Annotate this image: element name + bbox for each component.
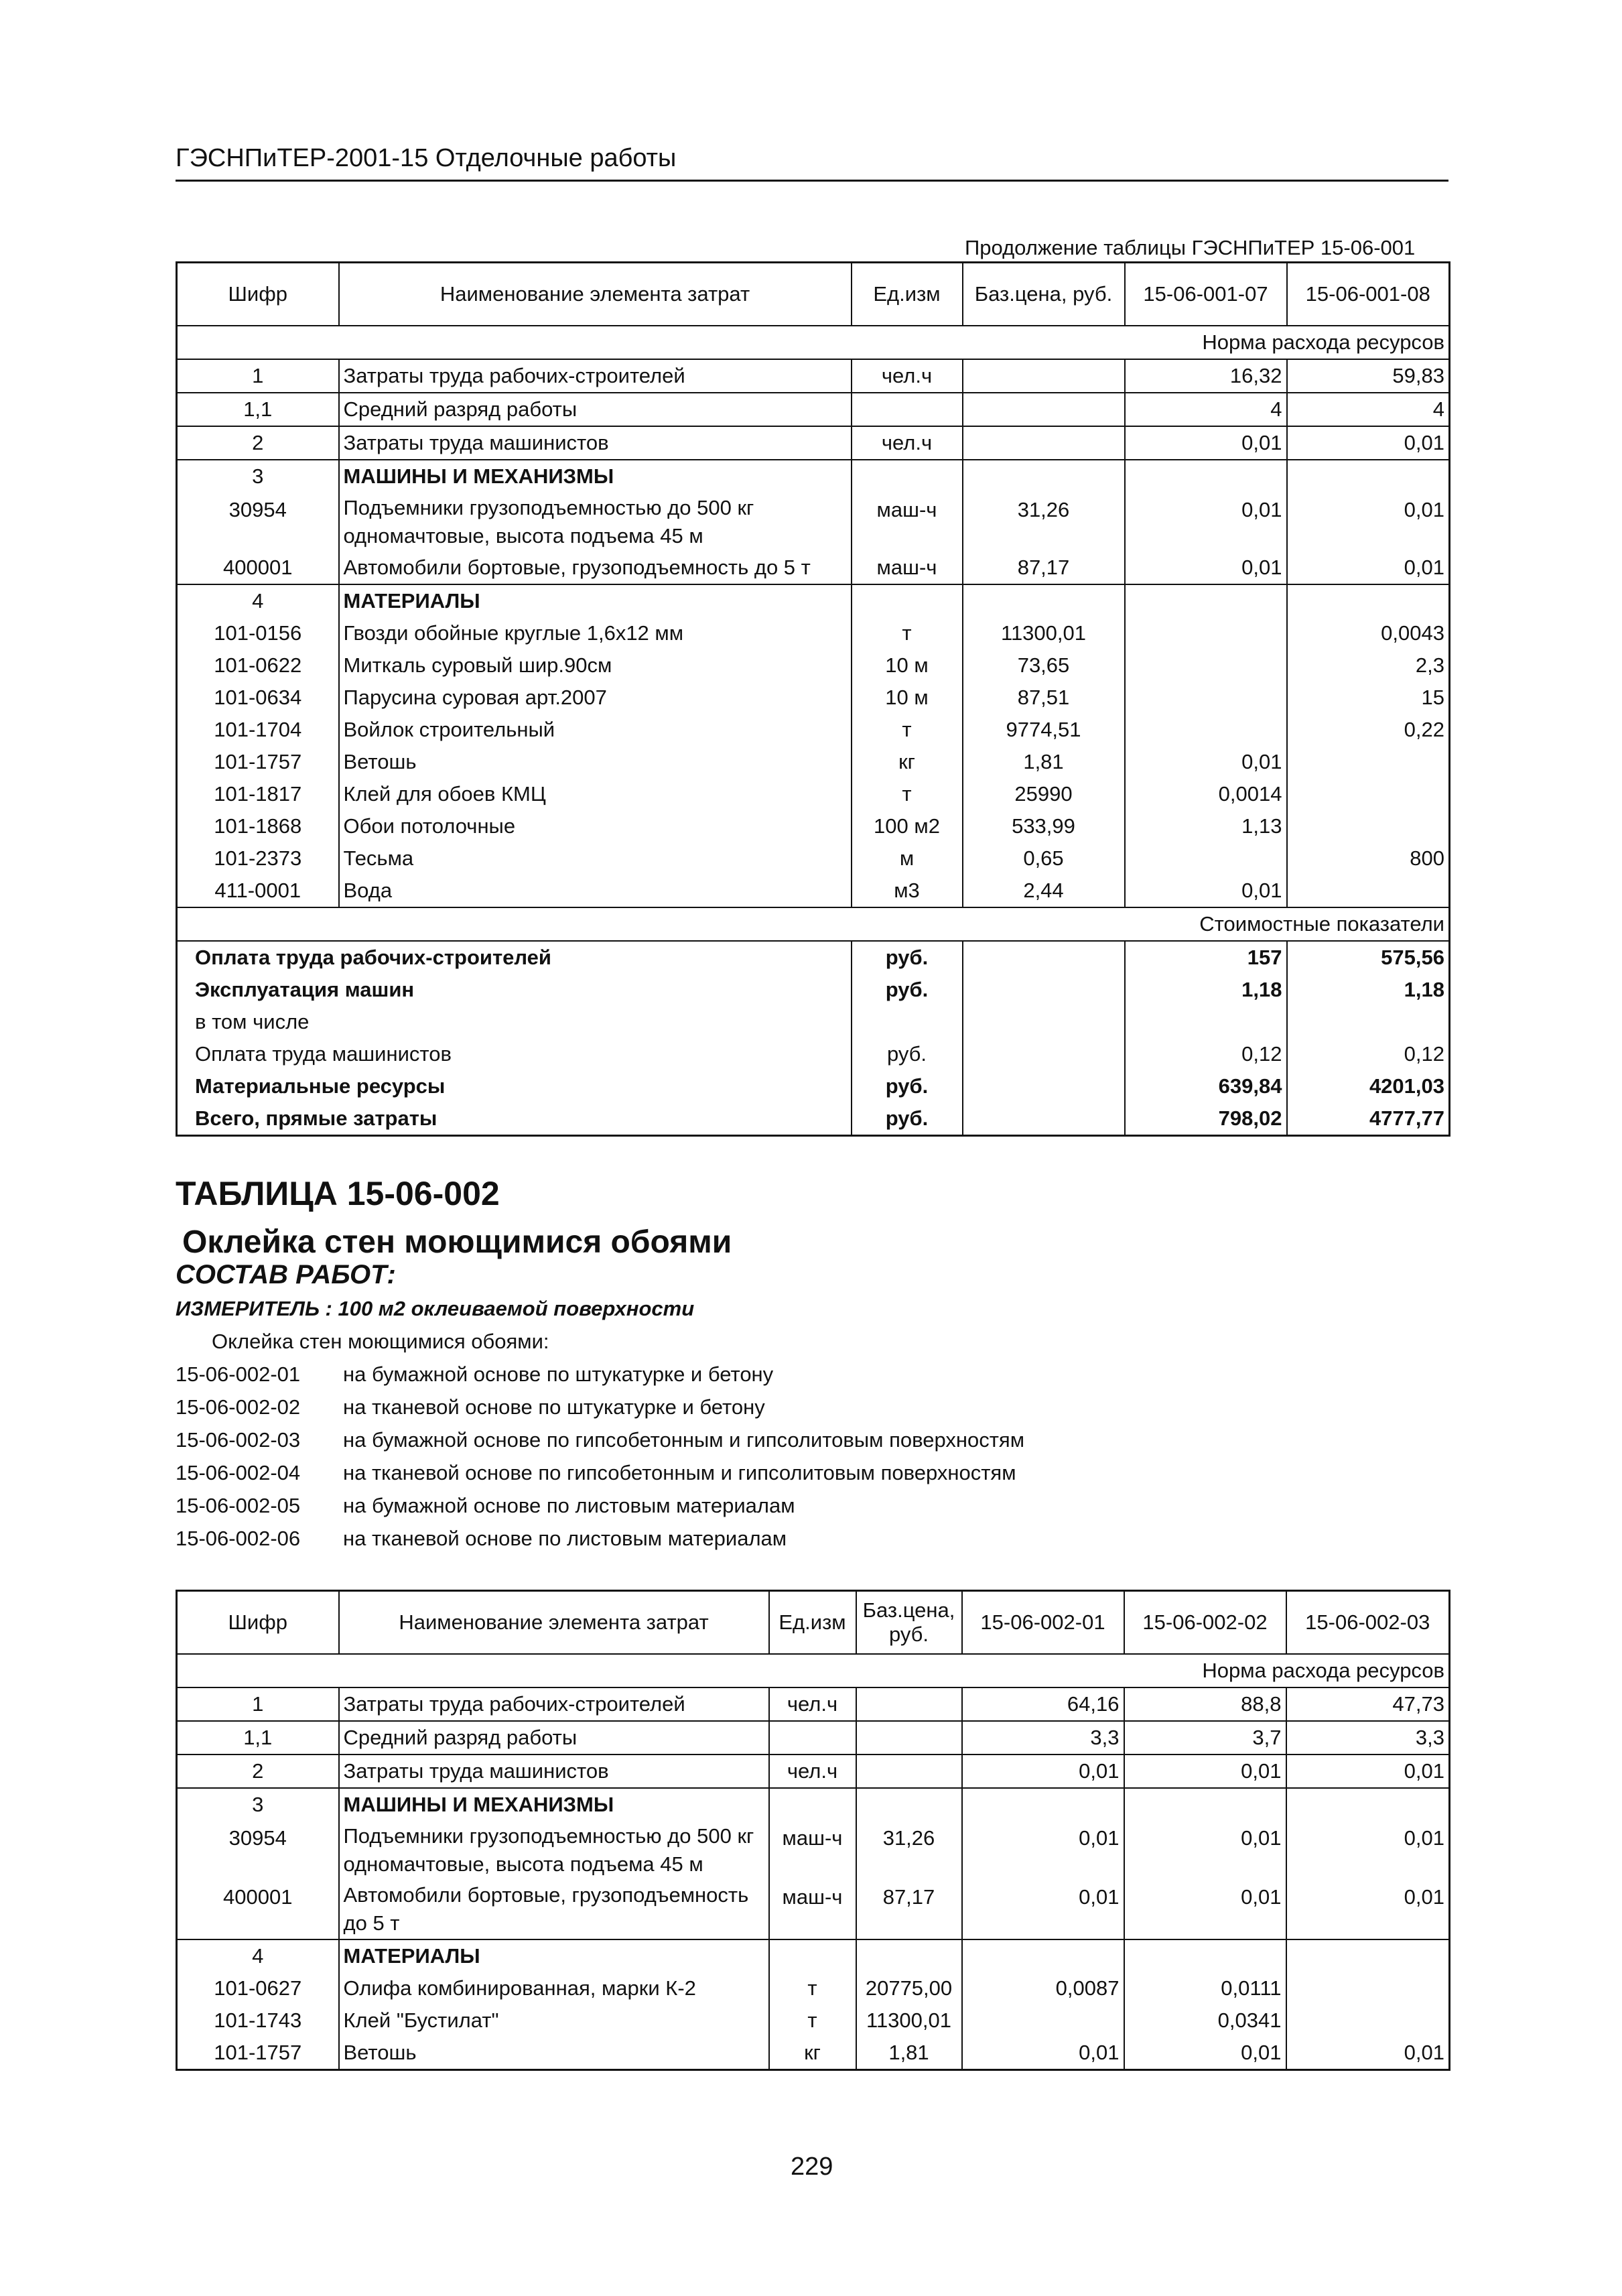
cell-price: 87,17 xyxy=(856,1880,962,1939)
cell-code: 101-1743 xyxy=(177,2004,339,2037)
cell-value: 0,0341 xyxy=(1124,2004,1286,2037)
cell-value: 0,01 xyxy=(1125,552,1287,584)
col-header: Наименование элемента затрат xyxy=(339,263,852,326)
norm-row xyxy=(177,326,1450,359)
cell-price xyxy=(963,460,1125,493)
cost-unit: руб. xyxy=(852,1038,963,1070)
running-header: ГЭСНПиТЕР-2001-15 Отделочные работы xyxy=(176,144,677,172)
cell-value xyxy=(1287,778,1450,810)
cost-value xyxy=(1125,1006,1287,1038)
cost-row xyxy=(177,1038,1450,1070)
cost-header-row xyxy=(177,907,1450,941)
cell-name: Клей "Бустилат" xyxy=(339,2004,769,2037)
cell-name: Клей для обоев КМЦ xyxy=(339,778,852,810)
table-row xyxy=(177,552,1450,584)
table1-caption: Продолжение таблицы ГЭСНПиТЕР 15-06-001 xyxy=(965,236,1416,259)
cell-value: 2,3 xyxy=(1415,653,1444,677)
measure-unit: ИЗМЕРИТЕЛЬ : 100 м2 оклеиваемой поверхности xyxy=(176,1297,695,1320)
cell-value xyxy=(1286,2004,1450,2037)
cell-value xyxy=(1287,810,1450,842)
cell-name: Средний разряд работы xyxy=(339,393,852,426)
cell-name: Затраты труда машинистов xyxy=(339,426,852,460)
cell-value xyxy=(1286,1972,1450,2004)
col-header: Наименование элемента затрат xyxy=(339,1591,769,1655)
cell-unit: т xyxy=(852,714,963,746)
cell-value: 0,01 xyxy=(1125,746,1287,778)
table-row xyxy=(177,875,1450,907)
cell-value xyxy=(962,2004,1124,2037)
cell-value: 0,01 xyxy=(962,1880,1124,1939)
table1 xyxy=(176,261,1450,1137)
cost-unit: руб. xyxy=(852,974,963,1006)
table-row xyxy=(177,714,1450,746)
cell-value: 0,01 xyxy=(1404,1826,1444,1850)
col-header: Ед.изм xyxy=(769,1591,856,1655)
cell-code: 3 xyxy=(177,460,339,493)
cell-price: 87,17 xyxy=(963,552,1125,584)
col-header: 15-06-002-02 xyxy=(1124,1591,1286,1655)
cell-name: Автомобили бортовые, грузоподъемность до 5 т xyxy=(339,1880,769,1939)
cell-unit: кг xyxy=(852,746,963,778)
cell-code: 101-1704 xyxy=(177,714,339,746)
cell-name: Войлок строительный xyxy=(339,714,852,746)
cost-empty xyxy=(963,1006,1125,1038)
cell-value: 0,0043 xyxy=(1381,621,1444,645)
cell-price: 0,65 xyxy=(963,842,1125,875)
cell-code: 30954 xyxy=(177,1821,339,1880)
cost-value: 639,84 xyxy=(1125,1070,1287,1102)
cell-unit xyxy=(852,460,963,493)
cell-value: 0,01 xyxy=(1287,426,1450,460)
cell-value: 0,01 xyxy=(962,1821,1124,1880)
cell-value: 0,0014 xyxy=(1125,778,1287,810)
col-header: Баз.цена, руб. xyxy=(963,263,1125,326)
cell-unit: т xyxy=(852,778,963,810)
cell-price xyxy=(963,359,1125,393)
cell-name: Подъемники грузоподъемностью до 500 кг одномачтовые, высота подъема 45 м xyxy=(339,1821,769,1880)
table-row xyxy=(177,2037,1450,2070)
cell-value: 0,01 xyxy=(1124,1755,1286,1788)
cell-unit: т xyxy=(852,617,963,649)
table-row xyxy=(177,426,1450,460)
cell-price: 1,81 xyxy=(856,2037,962,2070)
cell-value: 3,3 xyxy=(962,1721,1124,1755)
cell-value: 0,01 xyxy=(962,1755,1124,1788)
col-header: 15-06-001-08 xyxy=(1287,263,1450,326)
cell-value: 0,01 xyxy=(1125,426,1287,460)
cost-unit xyxy=(852,1006,963,1038)
cost-value: 0,12 xyxy=(1125,1038,1287,1070)
table-row xyxy=(177,810,1450,842)
variant-text: на бумажной основе по штукатурке и бетону xyxy=(343,1362,774,1386)
cell-price: 1,81 xyxy=(963,746,1125,778)
cell-name: Подъемники грузоподъемностью до 500 кг одномачтовые, высота подъема 45 м xyxy=(339,493,852,552)
cell-value: 0,01 xyxy=(1124,1821,1286,1880)
cell-name: Олифа комбинированная, марки К-2 xyxy=(339,1972,769,2004)
table-row xyxy=(177,359,1450,393)
cell-price xyxy=(963,426,1125,460)
section-heading: МАШИНЫ И МЕХАНИЗМЫ xyxy=(339,460,852,493)
cell-value xyxy=(1287,460,1450,493)
norm-label: Норма расхода ресурсов xyxy=(177,326,1450,359)
cell-code: 1,1 xyxy=(177,393,339,426)
cell-price xyxy=(856,1687,962,1721)
cost-name: Эксплуатация машин xyxy=(177,974,852,1006)
cell-value xyxy=(1125,617,1287,649)
variant-code: 15-06-002-04 xyxy=(176,1461,301,1484)
cell-name: Затраты труда рабочих-строителей xyxy=(339,1687,769,1721)
cell-value: 3,3 xyxy=(1286,1721,1450,1755)
cell-unit: 100 м2 xyxy=(852,810,963,842)
cell-price: 2,44 xyxy=(963,875,1125,907)
norm-label: Норма расхода ресурсов xyxy=(177,1654,1450,1687)
cost-row xyxy=(177,974,1450,1006)
section-heading: МАТЕРИАЛЫ xyxy=(339,1939,769,1972)
cell-code: 2 xyxy=(177,1755,339,1788)
cost-label: Стоимостные показатели xyxy=(177,907,1450,941)
cell-code: 4 xyxy=(177,584,339,617)
cell-unit xyxy=(769,1788,856,1821)
variant-code: 15-06-002-06 xyxy=(176,1527,301,1550)
cost-value: 1,18 xyxy=(1125,974,1287,1006)
cost-unit: руб. xyxy=(852,941,963,974)
table2-header-row xyxy=(177,1591,1450,1655)
cell-value: 0,01 xyxy=(1287,552,1450,584)
cell-name: Ветошь xyxy=(339,2037,769,2070)
table-row xyxy=(177,746,1450,778)
cell-unit: маш-ч xyxy=(769,1880,856,1939)
col-header: Ед.изм xyxy=(852,263,963,326)
variant-code: 15-06-002-01 xyxy=(176,1362,301,1386)
variant-text: на тканевой основе по штукатурке и бетону xyxy=(343,1395,765,1419)
cell-code: 3 xyxy=(177,1788,339,1821)
variant-code: 15-06-002-03 xyxy=(176,1428,301,1452)
cell-value: 0,01 xyxy=(1286,1880,1450,1939)
cell-value: 0,22 xyxy=(1404,718,1444,741)
table-row xyxy=(177,1972,1450,2004)
table-row xyxy=(177,584,1450,617)
cell-value xyxy=(1287,584,1450,617)
table1-header-row xyxy=(177,263,1450,326)
cell-value: 16,32 xyxy=(1125,359,1287,393)
variant-text: на тканевой основе по листовым материалам xyxy=(343,1527,787,1550)
section-heading: МАТЕРИАЛЫ xyxy=(339,584,852,617)
cost-value: 4201,03 xyxy=(1369,1074,1444,1098)
cell-price xyxy=(856,1939,962,1972)
cell-value xyxy=(1287,875,1450,907)
cell-name: Обои потолочные xyxy=(339,810,852,842)
cell-value: 88,8 xyxy=(1124,1687,1286,1721)
cell-name: Вода xyxy=(339,875,852,907)
cell-price: 25990 xyxy=(963,778,1125,810)
table-row xyxy=(177,1788,1450,1821)
cell-code: 101-0627 xyxy=(177,1972,339,2004)
cell-code: 101-1757 xyxy=(177,746,339,778)
cost-value: 157 xyxy=(1125,941,1287,974)
cell-code: 30954 xyxy=(177,493,339,552)
cell-unit: 10 м xyxy=(852,682,963,714)
cell-value xyxy=(1125,714,1287,746)
cell-value: 47,73 xyxy=(1286,1687,1450,1721)
cost-empty xyxy=(963,1038,1125,1070)
col-header: Баз.цена, руб. xyxy=(856,1591,962,1655)
cell-code: 101-0156 xyxy=(177,617,339,649)
cell-name: Ветошь xyxy=(339,746,852,778)
header-rule xyxy=(176,180,1448,182)
cell-name: Затраты труда рабочих-строителей xyxy=(339,359,852,393)
cost-value: 4777,77 xyxy=(1369,1106,1444,1130)
cost-name: Оплата труда машинистов xyxy=(177,1038,852,1070)
cell-unit: чел.ч xyxy=(769,1687,856,1721)
cell-value: 0,01 xyxy=(1404,2041,1444,2064)
cell-name: Затраты труда машинистов xyxy=(339,1755,769,1788)
cost-value: 0,12 xyxy=(1404,1042,1444,1066)
section-heading: МАШИНЫ И МЕХАНИЗМЫ xyxy=(339,1788,769,1821)
cell-price: 31,26 xyxy=(856,1821,962,1880)
cell-unit: чел.ч xyxy=(769,1755,856,1788)
table-row xyxy=(177,1721,1450,1755)
cell-code: 101-0622 xyxy=(177,649,339,682)
table-row xyxy=(177,682,1450,714)
table2-subtitle: Оклейка стен моющимися обоями xyxy=(182,1224,732,1260)
variant-code: 15-06-002-02 xyxy=(176,1395,301,1419)
cell-value: 4 xyxy=(1125,393,1287,426)
cell-value xyxy=(962,1788,1124,1821)
cell-unit xyxy=(769,1721,856,1755)
cell-value xyxy=(1125,682,1287,714)
cost-empty xyxy=(963,974,1125,1006)
cell-value: 0,01 xyxy=(1286,1755,1450,1788)
variant-text: на бумажной основе по гипсобетонным и гипсолитовым поверхностям xyxy=(343,1428,1025,1452)
col-header: Шифр xyxy=(177,263,339,326)
cell-price xyxy=(856,1721,962,1755)
cell-name: Автомобили бортовые, грузоподъемность до 5 т xyxy=(339,552,852,584)
cell-value: 0,0111 xyxy=(1124,1972,1286,2004)
cell-price xyxy=(856,1755,962,1788)
cost-row xyxy=(177,941,1450,974)
table-row xyxy=(177,493,1450,552)
cell-value: 0,0087 xyxy=(962,1972,1124,2004)
cell-price: 11300,01 xyxy=(963,617,1125,649)
cell-code: 101-0634 xyxy=(177,682,339,714)
table-row xyxy=(177,460,1450,493)
cell-name: Парусина суровая арт.2007 xyxy=(339,682,852,714)
table-row xyxy=(177,393,1450,426)
cell-value xyxy=(1125,842,1287,875)
cost-name: Оплата труда рабочих-строителей xyxy=(177,941,852,974)
cell-price: 11300,01 xyxy=(856,2004,962,2037)
cell-value: 0,01 xyxy=(1125,875,1287,907)
cost-row xyxy=(177,1070,1450,1102)
cell-value: 15 xyxy=(1421,686,1444,709)
cell-unit xyxy=(769,1939,856,1972)
cell-unit: т xyxy=(769,2004,856,2037)
table-row xyxy=(177,1755,1450,1788)
cell-value: 1,13 xyxy=(1125,810,1287,842)
cost-name: Всего, прямые затраты xyxy=(177,1102,852,1136)
cell-value: 0,01 xyxy=(1125,493,1287,552)
cell-unit: чел.ч xyxy=(852,359,963,393)
cell-code: 1 xyxy=(177,359,339,393)
cell-value: 3,7 xyxy=(1124,1721,1286,1755)
cost-value: 1,18 xyxy=(1404,978,1444,1001)
variant-text: на бумажной основе по листовым материалам xyxy=(343,1494,795,1517)
cell-value xyxy=(1124,1939,1286,1972)
cost-empty xyxy=(963,1070,1125,1102)
works-label: СОСТАВ РАБОТ: xyxy=(176,1260,396,1289)
cell-unit: м3 xyxy=(852,875,963,907)
cell-value xyxy=(1125,460,1287,493)
table-row xyxy=(177,1880,1450,1939)
cost-name: Материальные ресурсы xyxy=(177,1070,852,1102)
table-row xyxy=(177,1939,1450,1972)
cost-unit: руб. xyxy=(852,1102,963,1136)
cell-price: 87,51 xyxy=(963,682,1125,714)
col-header: 15-06-002-01 xyxy=(962,1591,1124,1655)
col-header: 15-06-002-03 xyxy=(1286,1591,1450,1655)
cell-code: 101-1757 xyxy=(177,2037,339,2070)
cell-value: 800 xyxy=(1410,846,1444,870)
cell-price: 20775,00 xyxy=(856,1972,962,2004)
cell-value xyxy=(1286,1939,1450,1972)
cell-price xyxy=(856,1788,962,1821)
cost-row xyxy=(177,1102,1450,1136)
cost-value: 798,02 xyxy=(1125,1102,1287,1136)
cell-code: 4 xyxy=(177,1939,339,1972)
cell-name: Средний разряд работы xyxy=(339,1721,769,1755)
cell-name: Гвозди обойные круглые 1,6х12 мм xyxy=(339,617,852,649)
cell-code: 2 xyxy=(177,426,339,460)
cell-code: 411-0001 xyxy=(177,875,339,907)
cell-unit: маш-ч xyxy=(852,493,963,552)
cell-value xyxy=(1125,584,1287,617)
cell-code: 101-1868 xyxy=(177,810,339,842)
cell-price: 31,26 xyxy=(963,493,1125,552)
cell-code: 400001 xyxy=(177,552,339,584)
cell-value: 0,01 xyxy=(1404,498,1444,521)
table-row xyxy=(177,842,1450,875)
table2-title: ТАБЛИЦА 15-06-002 xyxy=(176,1175,500,1212)
cell-code: 400001 xyxy=(177,1880,339,1939)
cell-value xyxy=(1124,1788,1286,1821)
table-row xyxy=(177,649,1450,682)
cell-unit xyxy=(852,584,963,617)
cost-row xyxy=(177,1006,1450,1038)
cell-price: 73,65 xyxy=(963,649,1125,682)
cell-value: 4 xyxy=(1287,393,1450,426)
cell-value xyxy=(1287,746,1450,778)
cell-code: 101-2373 xyxy=(177,842,339,875)
cell-value: 0,01 xyxy=(1124,1880,1286,1939)
variant-text: на тканевой основе по гипсобетонным и гипсолитовым поверхностям xyxy=(343,1461,1016,1484)
cell-value xyxy=(1125,649,1287,682)
cost-empty xyxy=(963,1102,1125,1136)
cell-unit: кг xyxy=(769,2037,856,2070)
cell-unit: т xyxy=(769,1972,856,2004)
col-header: Шифр xyxy=(177,1591,339,1655)
cell-value: 59,83 xyxy=(1287,359,1450,393)
cost-unit: руб. xyxy=(852,1070,963,1102)
cell-value: 64,16 xyxy=(962,1687,1124,1721)
table-row xyxy=(177,1821,1450,1880)
page-number: 229 xyxy=(791,2153,833,2181)
cell-price xyxy=(963,584,1125,617)
cell-unit: чел.ч xyxy=(852,426,963,460)
table-row xyxy=(177,1687,1450,1721)
table-row xyxy=(177,617,1450,649)
cost-name: в том числе xyxy=(177,1006,852,1038)
cell-value: 0,01 xyxy=(1124,2037,1286,2070)
variants-intro: Оклейка стен моющимися обоями: xyxy=(212,1330,549,1353)
cell-price: 533,99 xyxy=(963,810,1125,842)
cost-value: 575,56 xyxy=(1381,946,1444,969)
cell-unit: маш-ч xyxy=(852,552,963,584)
cell-code: 101-1817 xyxy=(177,778,339,810)
cost-empty xyxy=(963,941,1125,974)
cost-value xyxy=(1287,1006,1450,1038)
table2 xyxy=(176,1590,1450,2071)
norm-row xyxy=(177,1654,1450,1687)
cell-code: 1,1 xyxy=(177,1721,339,1755)
cell-name: Миткаль суровый шир.90см xyxy=(339,649,852,682)
cell-price: 9774,51 xyxy=(963,714,1125,746)
cell-code: 1 xyxy=(177,1687,339,1721)
cell-price xyxy=(963,393,1125,426)
col-header: 15-06-001-07 xyxy=(1125,263,1287,326)
cell-unit: 10 м xyxy=(852,649,963,682)
variant-code: 15-06-002-05 xyxy=(176,1494,301,1517)
cell-value xyxy=(962,1939,1124,1972)
cell-value xyxy=(1286,1788,1450,1821)
cell-unit: маш-ч xyxy=(769,1821,856,1880)
table-row xyxy=(177,778,1450,810)
cell-unit: м xyxy=(852,842,963,875)
cell-name: Тесьма xyxy=(339,842,852,875)
table-row xyxy=(177,2004,1450,2037)
cell-value: 0,01 xyxy=(962,2037,1124,2070)
cell-unit xyxy=(852,393,963,426)
